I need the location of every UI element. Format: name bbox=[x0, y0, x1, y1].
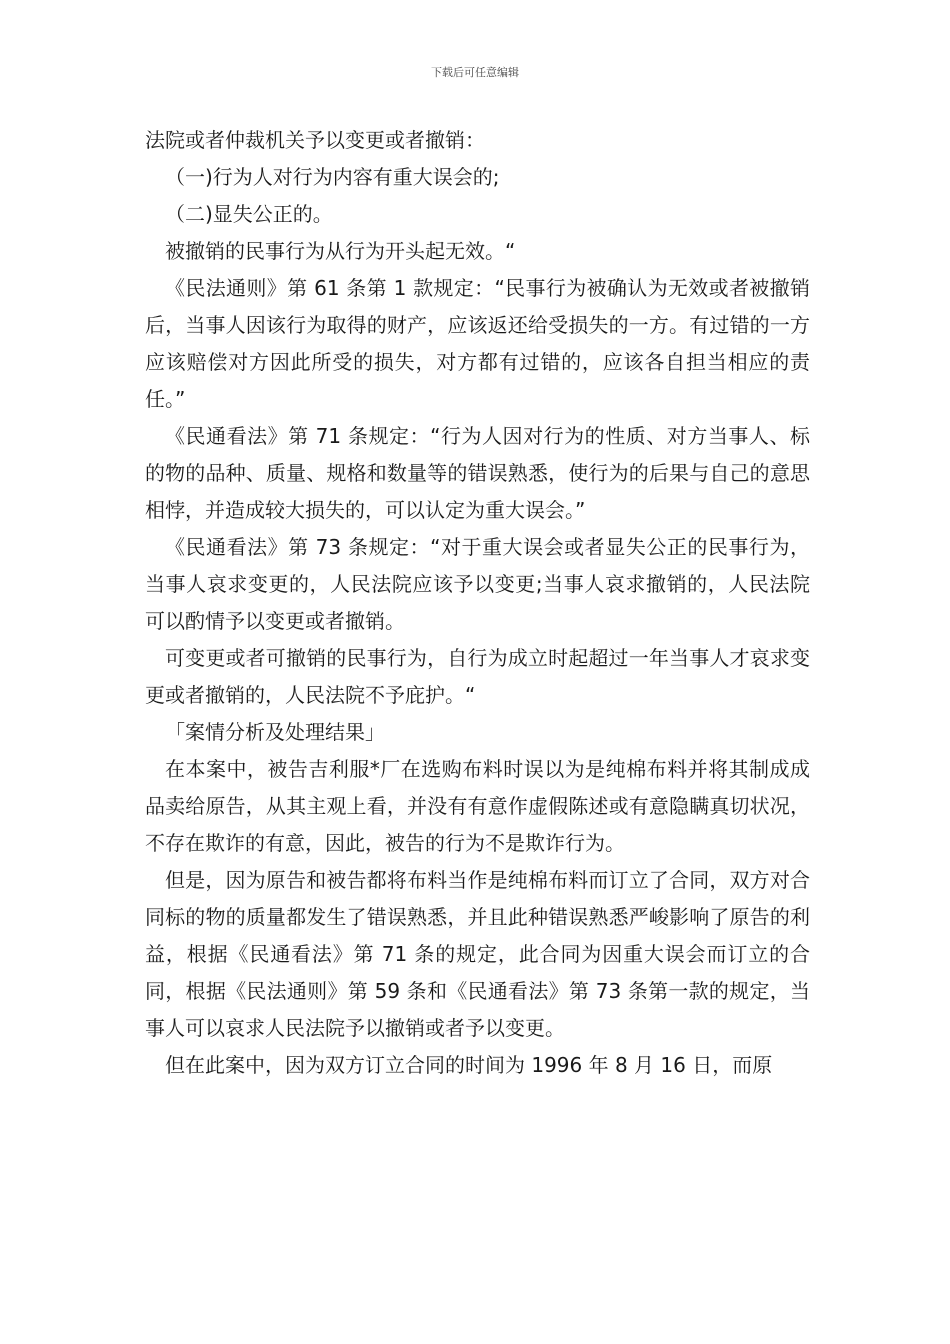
paragraph: 《民法通则》第 61 条第 1 款规定：“民事行为被确认为无效或者被撤销后，当事人因该行为取得的财产，应该返还给受损失的一方。有过错的一方应该赔偿对方因此所受的损失，对方都有过错的，应该各自担当相应的责任。” bbox=[145, 276, 810, 411]
paragraph: 可变更或者可撤销的民事行为，自行为成立时起超过一年当事人才哀求变更或者撤销的，人民法院不予庇护。“ bbox=[145, 646, 810, 707]
paragraph: 但在此案中，因为双方订立合同的时间为 1996 年 8 月 16 日，而原 bbox=[165, 1053, 773, 1077]
paragraph: 在本案中，被告吉利服*厂在选购布料时误以为是纯棉布料并将其制成成品卖给原告，从其主观上看，并没有有意作虚假陈述或有意隐瞒真切状况，不存在欺诈的有意，因此，被告的行为不是欺诈行为。 bbox=[145, 757, 810, 855]
paragraph: 但是，因为原告和被告都将布料当作是纯棉布料而订立了合同，双方对合同标的物的质量都发生了错误熟悉，并且此种错误熟悉严峻影响了原告的利益，根据《民通看法》第 71 条的规定，此合同为因重大误会而订立的合同，根据《民法通则》第 59 条和《民通看法》第 73 条第一款的规定，当事人可以哀求人民法院予以撤销或者予以变更。 bbox=[145, 868, 810, 1040]
paragraph: 《民通看法》第 73 条规定：“对于重大误会或者显失公正的民事行为，当事人哀求变更的，人民法院应该予以变更;当事人哀求撤销的，人民法院可以酌情予以变更或者撤销。 bbox=[145, 535, 810, 633]
page-header: 下载后可任意编辑 bbox=[431, 66, 519, 79]
section-heading: 「案情分析及处理结果」 bbox=[165, 720, 385, 744]
paragraph: （一)行为人对行为内容有重大误会的; bbox=[165, 165, 500, 189]
paragraph: （二)显失公正的。 bbox=[165, 202, 333, 226]
paragraph: 《民通看法》第 71 条规定：“行为人因对行为的性质、对方当事人、标的物的品种、质量、规格和数量等的错误熟悉，使行为的后果与自己的意思相悖，并造成较大损失的，可以认定为重大误会。” bbox=[145, 424, 810, 522]
paragraph: 法院或者仲裁机关予以变更或者撤销： bbox=[145, 128, 485, 152]
document-body bbox=[145, 122, 810, 1084]
paragraph: 被撤销的民事行为从行为开头起无效。“ bbox=[165, 239, 516, 263]
